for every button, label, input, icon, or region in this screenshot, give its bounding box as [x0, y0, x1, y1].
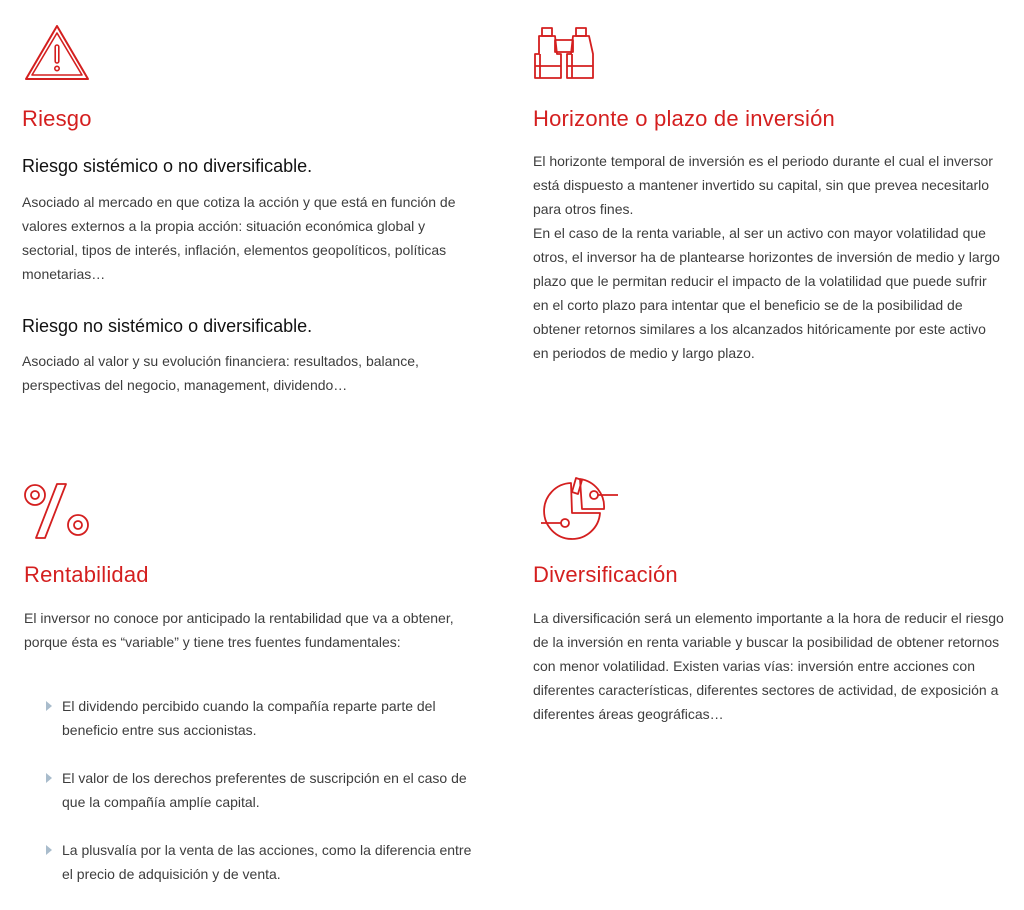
- warning-triangle-icon: [24, 24, 90, 82]
- pie-chart-icon: [538, 476, 622, 542]
- rentabilidad-list: [24, 694, 484, 910]
- horizonte-text: [533, 149, 1003, 365]
- bullet-arrow-icon: [46, 701, 52, 711]
- list-item-text: La plusvalía por la venta de las acciones, como la diferencia entre el precio de adquisición y de venta.: [62, 842, 472, 882]
- list-item-text: El valor de los derechos preferentes de suscripción en el caso de que la compañía amplíe capital.: [62, 770, 467, 810]
- list-item-text: El dividendo percibido cuando la compañía reparte parte del beneficio entre sus accionistas.: [62, 698, 436, 738]
- diversificacion-text: La diversificación será un elemento importante a la hora de reducir el riesgo de la inversión en renta variable y buscar la posibilidad de obtener retornos con menor volatilidad. Existen varias vías: inversión entre acciones con diferentes características, diferentes sectores de actividad, de exposición a diferentes áreas geográficas…: [533, 610, 1004, 722]
- horizonte-paragraph: En el caso de la renta variable, al ser un activo con mayor volatilidad que otros, el inversor ha de plantearse horizontes de inversión de medio y largo plazo que le permitan reducir el impacto de la volatilidad que puede sufrir en el corto plazo para intentar que el beneficio se de la posibilidad de obtener retornos similares a los alcanzados hitóricamente por este activo en periodos de medio y largo plazo.: [533, 225, 1000, 361]
- list-item: [24, 694, 484, 742]
- rentabilidad-title: Rentabilidad: [24, 562, 149, 587]
- riesgo-no-sistemico-text: Asociado al valor y su evolución financiera: resultados, balance, perspectivas del negocio, management, dividendo…: [22, 353, 419, 393]
- percent-icon: [23, 482, 91, 540]
- list-item: [24, 838, 484, 886]
- bullet-arrow-icon: [46, 845, 52, 855]
- riesgo-no-sistemico-subtitle: Riesgo no sistémico o diversificable.: [22, 316, 313, 336]
- riesgo-sistemico-text: Asociado al mercado en que cotiza la acción y que está en función de valores externos a la propia acción: situación económica global y sectorial, tipos de interés, inflación, elementos geopolíticos, políticas monetarias…: [22, 194, 456, 282]
- rentabilidad-intro: El inversor no conoce por anticipado la rentabilidad que va a obtener, porque ésta es “variable” y tiene tres fuentes fundamentales:: [24, 610, 454, 650]
- list-item: [24, 766, 484, 814]
- riesgo-sistemico-subtitle: Riesgo sistémico o no diversificable.: [22, 156, 313, 176]
- binoculars-icon: [533, 26, 595, 80]
- bullet-arrow-icon: [46, 773, 52, 783]
- diversificacion-title: Diversificación: [533, 562, 678, 587]
- horizonte-paragraph: El horizonte temporal de inversión es el periodo durante el cual el inversor está dispuesto a mantener invertido su capital, sin que prevea necesitarlo para otros fines.: [533, 153, 993, 217]
- horizonte-title: Horizonte o plazo de inversión: [533, 106, 835, 131]
- riesgo-title: Riesgo: [22, 106, 92, 131]
